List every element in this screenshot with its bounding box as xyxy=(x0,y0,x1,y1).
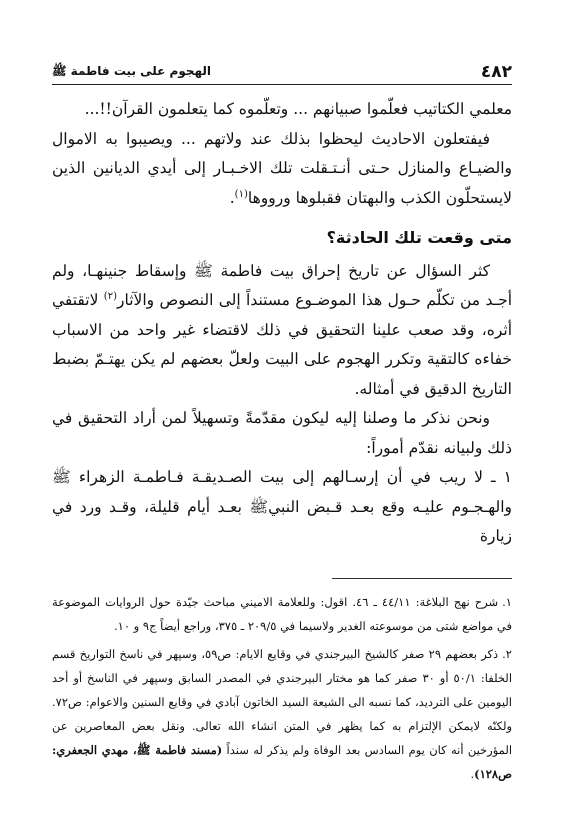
book-title: الهجوم على بيت فاطمة ﷺ xyxy=(52,64,212,78)
paragraph-2-end: . xyxy=(229,188,235,207)
paragraph-1: معلمي الكتاتيب فعلّموا صبيانهم ... وتعلّموه كما يتعلمون القرآن!!... xyxy=(84,100,512,118)
footnote-1-number: ١. xyxy=(502,595,512,609)
footnote-ref-2[interactable]: (٢) xyxy=(103,290,117,302)
footnote-1 xyxy=(52,590,512,638)
footnote-2-number: ٢. xyxy=(502,647,512,661)
page-number: ٤٨٢ xyxy=(480,62,512,82)
paragraph-2-text: فيفتعلون الاحاديث ليحظوا بذلك عند ولاتهم ... ويصيبوا به الاموال والضيـاع والمنازل حـتى أنـتـقلت تلك الاخـبـار إلى أيدي الديانين الذين لايستحلّون الكذب والبهتان فقبلوها ورووها xyxy=(52,129,512,207)
running-header xyxy=(52,62,512,85)
paragraph-3-text: كثر السؤال عن تاريخ إحراق بيت فاطمة ﷺ وإسقاط جنينهـا، ولم أجـد من تكلّم حـول هذا الموضـوع مستنداً إلى النصوص والآثار xyxy=(52,261,513,309)
footnotes xyxy=(52,590,512,790)
paragraph-3-end: لاتقتفي أثره، وقد صعب علينا التحقيق في ذلك لاقتضاء غير واحد من الاسباب خفاءه كالتقية وتكرر الهجوم على البيت ولعلّ بعضهم لم يكن يهتـمّ بضبط التاريخ الدقيق في أمثاله. xyxy=(52,291,512,398)
footnote-ref-1[interactable]: (١) xyxy=(234,188,248,200)
footnote-divider xyxy=(332,578,512,579)
paragraph-5: ١ ـ لا ريب في أن إرسـالهم إلى بيت الصـديقـة فـاطمـة الزهراء ﷺ والهـجـوم عليـه وقع بعـد قـبض النبيﷺ بعـد أيام قليلة، وقـد ورد في زيارة xyxy=(52,468,512,545)
footnote-2-end: . xyxy=(470,767,475,781)
paragraph-3 xyxy=(52,257,512,405)
section-heading: متى وقعت تلك الحادثة؟ xyxy=(326,228,512,247)
main-text xyxy=(52,95,512,552)
footnote-2-source: (مسند فاطمة ﷺ، مهدي الجعفري: ص١٢٨) xyxy=(52,743,512,781)
footnote-2-text: ذكر بعضهم ٢٩ صفر كالشيخ البيرجندي في وقايع الايام: ص٥٩، وسپهر في ناسخ التواريخ قسم الخلفا: ٥٠/١ أو ٣٠ صفر كما هو مختار البيرجندي في المصدر السابق وسپهر في الناسخ أو أحد اليومين على الترديد، كما نسبه الى الشيعة السيد الخاتون آبادي في وقايع السنين والاعوام: ص٧٢. ولكنّه لايمكن الإلتزام به كما يظهر في المتن انشاء الله تعالى. ونقل بعض المعاصرين عن المؤرخين أنه كان يوم السادس بعد الوفاة ولم يذكر له سنداً xyxy=(52,647,513,757)
paragraph-4: ونحن نذكر ما وصلنا إليه ليكون مقدّمةً وتسهيلاً لمن أراد التحقيق في ذلك ولبيانه نقدّم أموراً: xyxy=(52,409,512,457)
footnote-1-text: شرح نهج البلاغة: ٤٤/١١ ـ ٤٦. اقول: وللعلامة الاميني مباحث جيّدة حول الروايات الموضوعة في مواضع شتى من موسوعته الغدير ولاسيما في ٢٠٩/٥ ـ ٣٧٥، وراجع أيضاً ج٩ و ١٠. xyxy=(52,595,512,633)
paragraph-2 xyxy=(52,125,512,214)
footnote-2 xyxy=(52,642,512,786)
